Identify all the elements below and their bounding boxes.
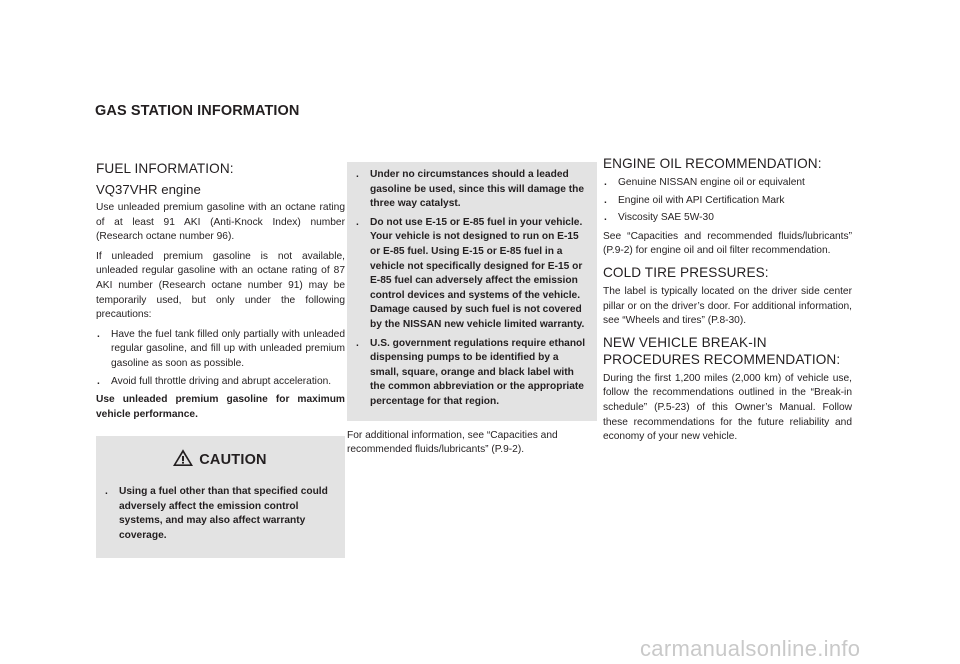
caution-title: CAUTION — [199, 452, 267, 469]
list-item: . Engine oil with API Certification Mark — [603, 194, 852, 209]
list-item: . Genuine NISSAN engine oil or equivalent — [603, 176, 852, 191]
list-item: . Do not use E-15 or E-85 fuel in your vehicle. Your vehicle is not designed to run on E-15 or E-85 fuel. Using E-15 or E-85 fuel in a vehicle not specifically designed for E-15 or E-85 fuel can adversely affect the emission control devices and systems of the vehicle. Damage caused by such fuel is not covered by the NISSAN new vehicle limited warranty. — [356, 216, 585, 330]
breakin-text: During the first 1,200 miles (2,000 km) of vehicle use, follow the recommendations outlined in the “Break-in schedule” (P.5-23) of this Owner’s Manual. Follow these recommendations for the future reliability and economy of your new vehicle. — [603, 372, 852, 443]
oil-list — [603, 176, 852, 226]
tire-heading: COLD TIRE PRESSURES: — [603, 264, 769, 280]
bullet: . — [356, 169, 359, 180]
caution-list — [104, 485, 335, 543]
tire-text: The label is typically located on the driver side center pillar or on the driver’s door. For additional information, see “Wheels and tires” (P.8-30). — [603, 285, 852, 327]
list-item: . Under no circumstances should a leaded gasoline be used, since this will damage the three way catalyst. — [356, 169, 584, 210]
bullet: . — [356, 337, 359, 349]
additional-info-text: For additional information, see “Capacities and recommended fluids/lubricants” (P.9-2). — [347, 429, 558, 456]
oil-text: See “Capacities and recommended fluids/lubricants” (P.9-2) for engine oil and oil filter recommendation. — [603, 230, 852, 257]
fuel-precaution-list — [96, 328, 345, 389]
breakin-heading: NEW VEHICLE BREAK-IN PROCEDURES RECOMMENDATION: — [603, 334, 841, 367]
column-right — [603, 155, 852, 450]
column-left — [96, 160, 345, 558]
caution-box — [96, 436, 345, 558]
fuel-paragraph-1: Use unleaded premium gasoline with an octane rating of at least 91 AKI (Anti-Knock Index) number (Research octane number 96). — [96, 202, 345, 243]
list-item: . Using a fuel other than that specified could adversely affect the emission control systems, and may also affect warranty coverage. — [105, 485, 328, 541]
bullet: . — [97, 375, 100, 387]
bullet: . — [97, 328, 100, 340]
list-item: . Viscosity SAE 5W-30 — [603, 211, 852, 226]
oil-heading: ENGINE OIL RECOMMENDATION: — [603, 156, 822, 171]
caution-header — [104, 448, 335, 473]
list-item: . Avoid full throttle driving and abrupt acceleration. — [96, 375, 345, 390]
warning-list — [355, 168, 587, 410]
bullet: . — [356, 216, 359, 228]
bullet: . — [604, 212, 607, 224]
warning-triangle-icon — [172, 448, 194, 473]
fuel-heading: FUEL INFORMATION: — [96, 161, 234, 176]
fuel-paragraph-2: If unleaded premium gasoline is not available, unleaded regular gasoline with an octane rating of 87 AKI number (Research octane number 91) may be temporarily used, but only under the following precautions: — [96, 250, 345, 321]
column-middle — [347, 162, 597, 463]
list-item: . Have the fuel tank filled only partially with unleaded regular gasoline, and fill up with unleaded premium gasoline as soon as possible. — [97, 328, 345, 369]
fuel-bold-note: Use unleaded premium gasoline for maximum vehicle performance. — [96, 394, 345, 420]
watermark: carmanualsonline.info — [640, 636, 861, 661]
engine-subheading: VQ37VHR engine — [96, 182, 201, 197]
page-title: GAS STATION INFORMATION — [95, 103, 300, 119]
bullet: . — [604, 177, 607, 188]
list-item: . U.S. government regulations require ethanol dispensing pumps to be identified by a small, square, orange and black label with the common abbreviation or the appropriate percentage for that region. — [356, 337, 586, 407]
bullet: . — [604, 194, 607, 206]
warning-box — [347, 162, 597, 421]
bullet: . — [105, 485, 108, 497]
